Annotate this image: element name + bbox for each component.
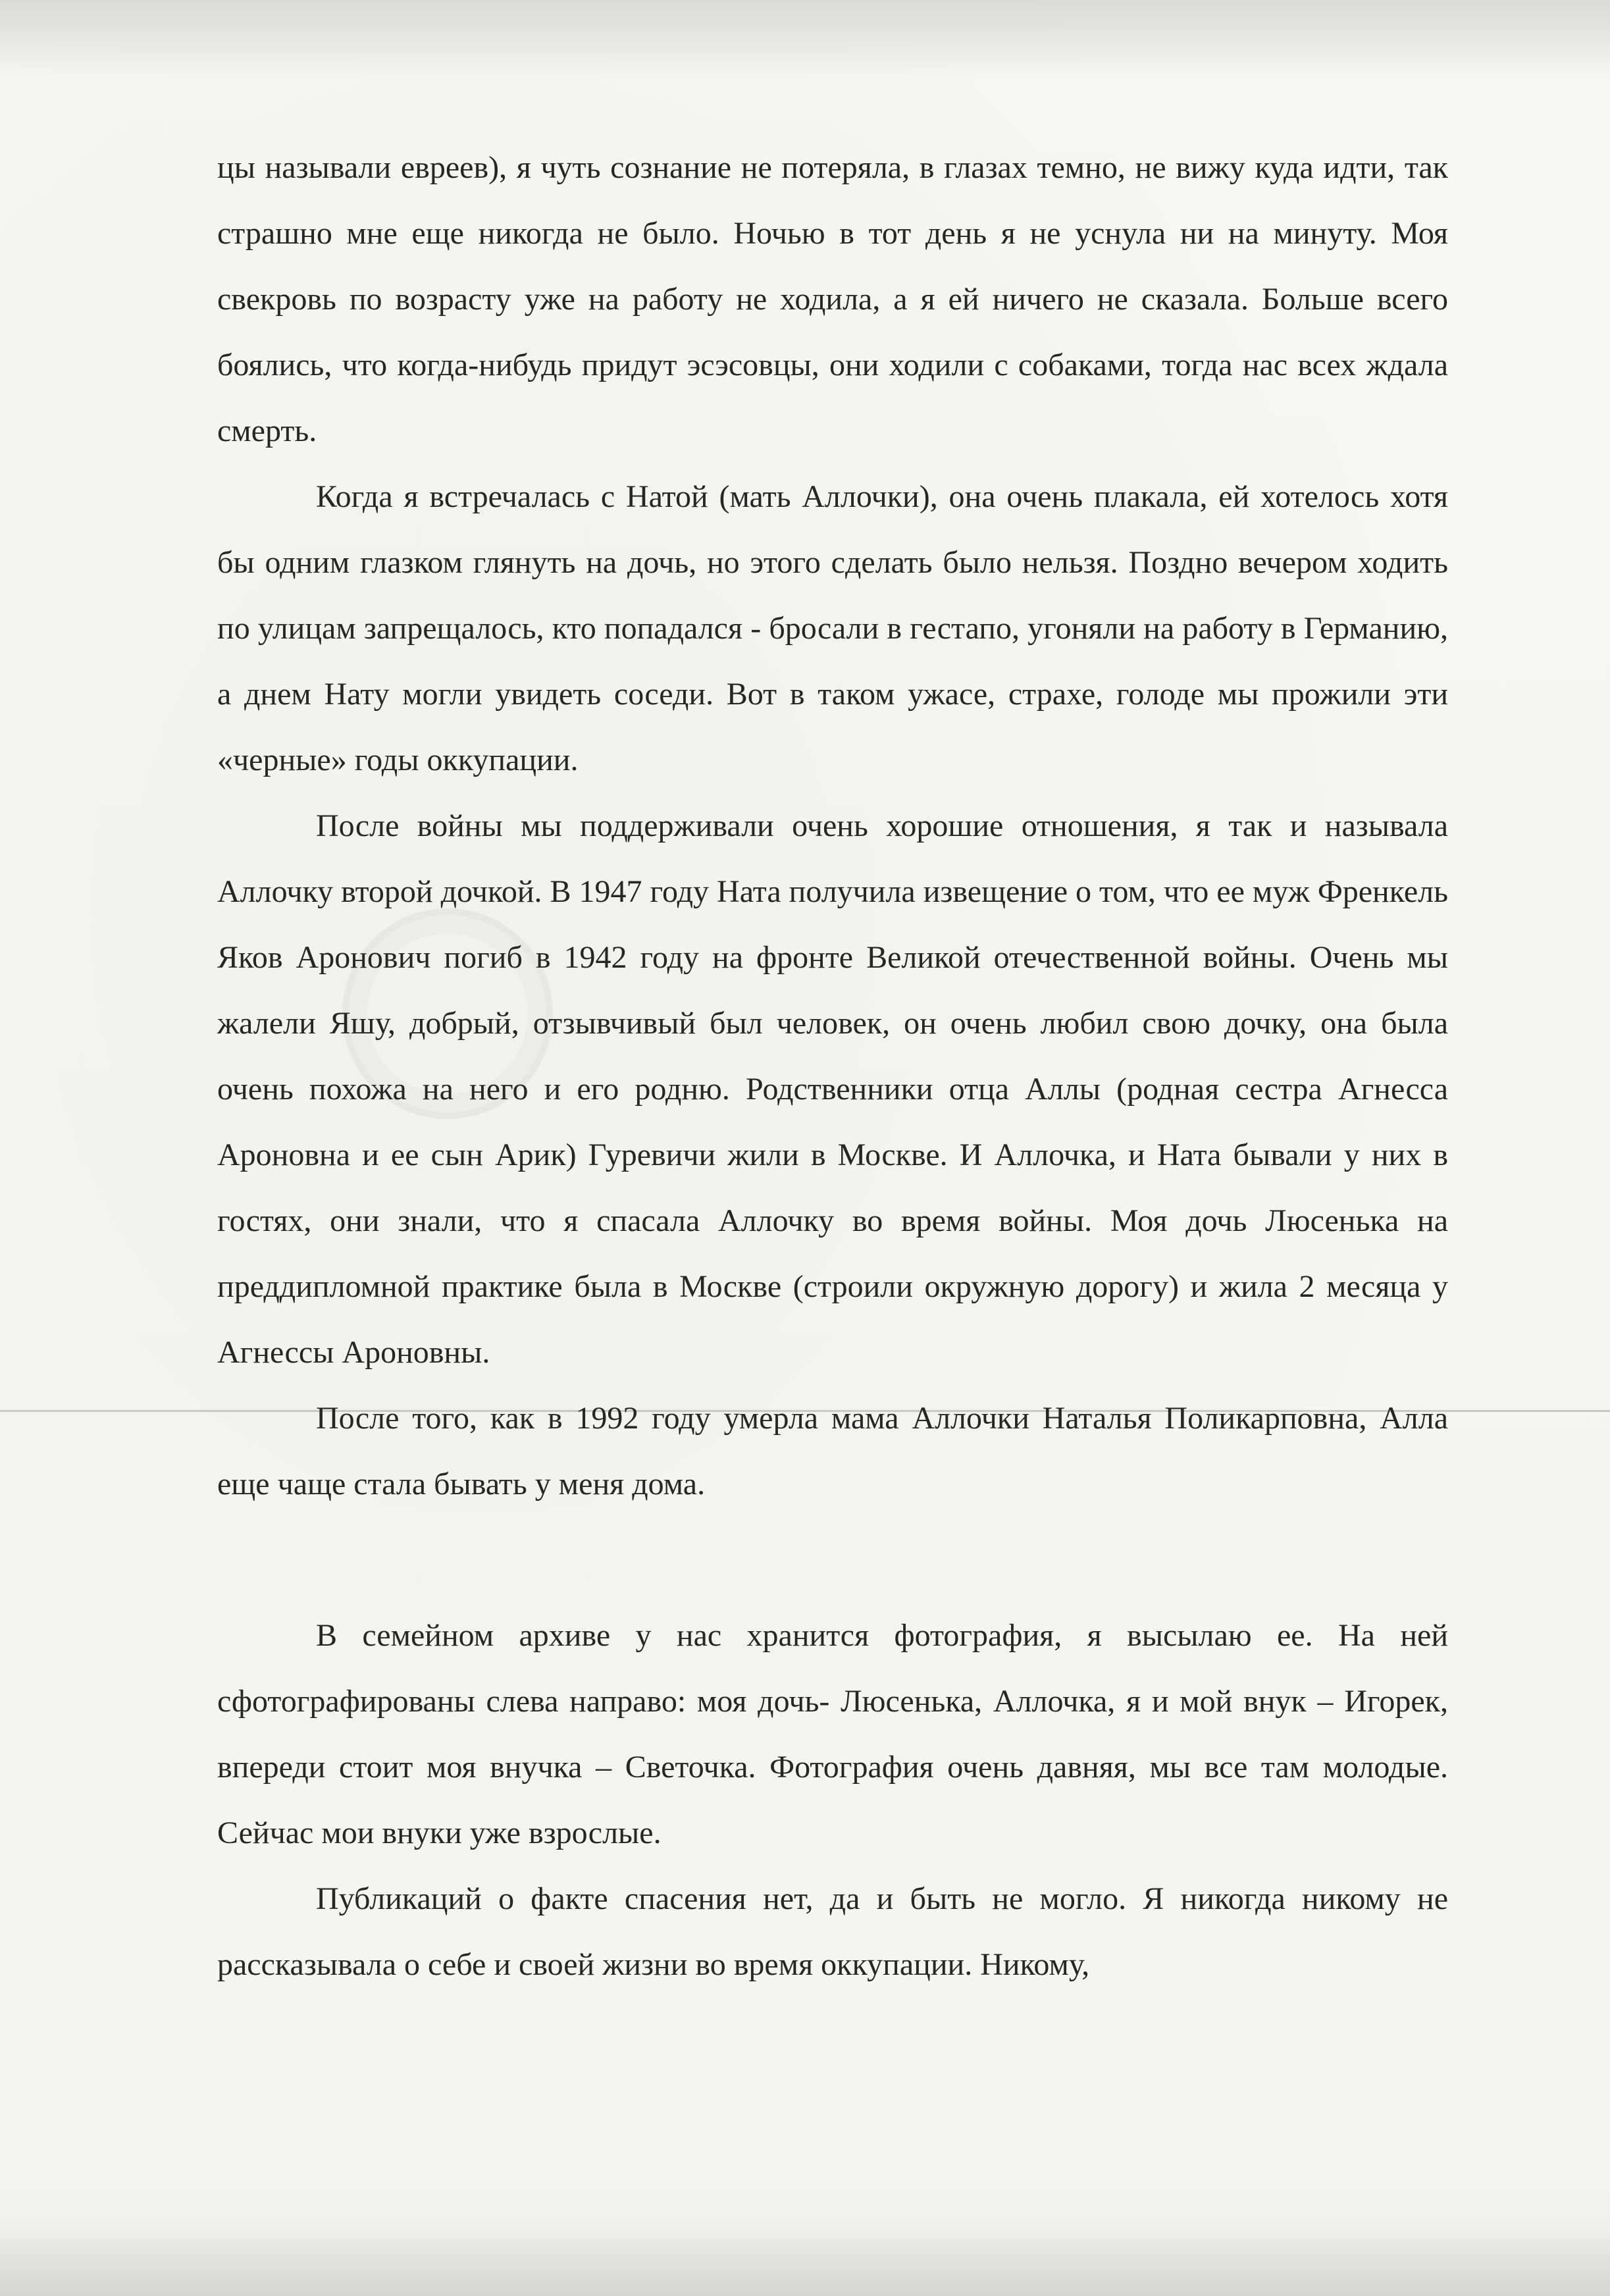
- paragraph-6: Публикаций о факте спасения нет, да и быть не могло. Я никогда никому не рассказывала о себе и своей жизни во время оккупации. Никому,: [217, 1881, 1448, 1982]
- paragraph-1: цы называли евреев), я чуть сознание не потеряла, в глазах темно, не вижу куда идти, так страшно мне еще никогда не было. Ночью в тот день я не уснула ни на минуту. Моя свекровь по возрасту уже на работу не ходила, а я ей ничего не сказала. Больше всего боялись, что когда-нибудь придут эсэсовцы, они ходили с собаками, тогда нас всех ждала смерть.: [217, 150, 1448, 448]
- paragraph-3: После войны мы поддерживали очень хорошие отношения, я так и называла Аллочку второй дочкой. В 1947 году Ната получила извещение о том, что ее муж Френкель Яков Аронович погиб в 1942 году на фронте Великой отечественной войны. Очень мы жалели Яшу, добрый, отзывчивый был человек, он очень любил свою дочку, она была очень похожа на него и его родню. Родственники отца Аллы (родная сестра Агнесса Ароновна и ее сын Арик) Гуревичи жили в Москве. И Аллочка, и Ната бывали у них в гостях, они знали, что я спасала Аллочку во время войны. Моя дочь Люсенька на преддипломной практике была в Москве (строили окружную дорогу) и жила 2 месяца у Агнессы Ароновны.: [217, 808, 1449, 1370]
- scan-top-shadow: [0, 0, 1610, 79]
- paragraph-2: Когда я встречалась с Натой (мать Аллочки), она очень плакала, ей хотелось хотя бы одним глазком глянуть на дочь, но этого сделать было нельзя. Поздно вечером ходить по улицам запрещалось, кто попадался - бросали в гестапо, угоняли на работу в Германию, а днем Нату могли увидеть соседи. Вот в таком ужасе, страхе, голоде мы прожили эти «черные» годы оккупации.: [217, 479, 1448, 777]
- paragraph-5: В семейном архиве у нас хранится фотография, я высылаю ее. На ней сфотографированы слева направо: моя дочь- Люсенька, Аллочка, я и мой внук – Игорек, впереди стоит моя внучка – Светочка. Фотография очень давняя, мы все там молодые. Сейчас мои внуки уже взрослые.: [217, 1618, 1448, 1850]
- scan-bottom-shadow: [0, 2224, 1610, 2296]
- paragraph-gap: [217, 1517, 1448, 1603]
- letter-body: [217, 135, 1448, 1998]
- paragraph-4: После того, как в 1992 году умерла мама Аллочки Наталья Поликарповна, Алла еще чаще стала бывать у меня дома.: [217, 1401, 1448, 1501]
